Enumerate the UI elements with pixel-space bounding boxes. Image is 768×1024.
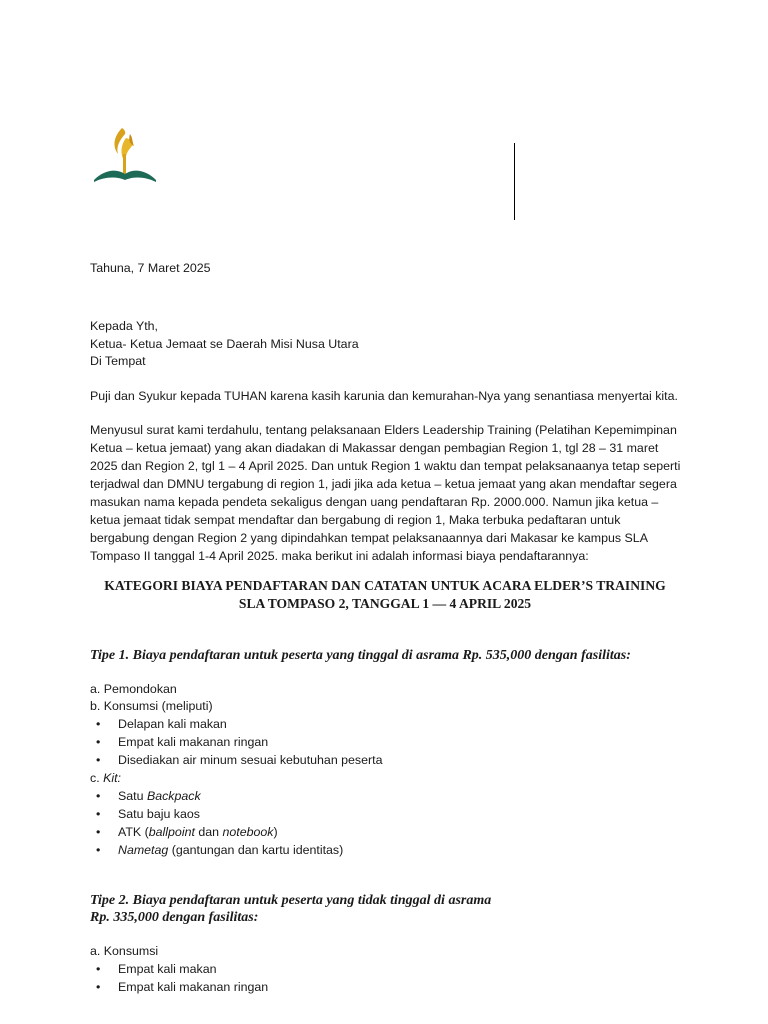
bullet-icon: • xyxy=(96,980,101,994)
bullet-icon: • xyxy=(96,843,101,857)
tipe1-item-c: c. Kit: xyxy=(90,771,121,785)
tipe1-title: Tipe 1. Biaya pendaftaran untuk peserta yang tinggal di asrama Rp. 535,000 dengan fasilitas: xyxy=(90,648,631,663)
body-line: masukan nama kepada pendeta sekaligus dengan uang pendaftaran Rp. 2000.000. Namun jika ketua – xyxy=(90,495,659,509)
list-item: • Satu Backpack xyxy=(96,789,201,803)
bullet-icon: • xyxy=(96,825,101,839)
bullet-icon: • xyxy=(96,753,101,767)
recipient-line-2: Ketua- Ketua Jemaat se Daerah Misi Nusa Utara xyxy=(90,337,359,351)
body-line: Tompaso II tanggal 1-4 April 2025. maka berikut ini adalah informasi biaya pendaftarannya: xyxy=(90,549,589,563)
list-item: • Empat kali makan xyxy=(96,962,217,976)
list-item: • Empat kali makanan ringan xyxy=(96,735,269,749)
body-line: Ketua – ketua jemaat) yang akan diadakan di Makassar dengan pembagian Region 1, tgl 28 – 31 maret xyxy=(90,441,659,455)
tipe1-item-a: a. Pemondokan xyxy=(90,682,177,696)
body-line: Menyusul surat kami terdahulu, tentang pelaksanaan Elders Leadership Training (Pelatihan Kepemimpinan xyxy=(90,423,677,437)
list-item: • Delapan kali makan xyxy=(96,717,227,731)
bullet-icon: • xyxy=(96,717,101,731)
church-logo xyxy=(92,124,158,184)
list-item: • ATK (ballpoint dan notebook) xyxy=(96,825,278,839)
recipient-line-1: Kepada Yth, xyxy=(90,319,158,333)
tipe2-title-line-1: Tipe 2. Biaya pendaftaran untuk peserta yang tidak tinggal di asrama xyxy=(90,893,492,908)
bullet-icon: • xyxy=(96,789,101,803)
section-heading-line-2: SLA TOMPASO 2, TANGGAL 1 — 4 APRIL 2025 xyxy=(238,596,532,611)
body-line: ketua jemaat tidak sempat mendaftar dan bergabung di region 1, Maka terbuka pedaftaran untuk xyxy=(90,513,621,527)
bullet-icon: • xyxy=(96,735,101,749)
body-line: bergabung dengan Region 2 yang dipindahkan tempat pelaksanaannya dari Makasar ke kampus SLA xyxy=(90,531,648,545)
bullet-icon: • xyxy=(96,807,101,821)
list-item: • Nametag (gantungan dan kartu identitas) xyxy=(96,843,344,857)
letter-date: Tahuna, 7 Maret 2025 xyxy=(90,261,211,275)
list-item: • Disediakan air minum sesuai kebutuhan peserta xyxy=(96,753,383,767)
header-divider xyxy=(514,143,515,220)
tipe2-item-a: a. Konsumsi xyxy=(90,944,159,958)
greeting-paragraph: Puji dan Syukur kepada TUHAN karena kasih karunia dan kemurahan-Nya yang senantiasa menyertai kita. xyxy=(90,389,678,403)
body-line: 2025 dan Region 2, tgl 1 – 4 April 2025. Dan untuk Region 1 waktu dan tempat pelaksanaanya tetap seperti xyxy=(90,459,681,473)
section-heading-line-1: KATEGORI BIAYA PENDAFTARAN DAN CATATAN UNTUK ACARA ELDER’S TRAINING xyxy=(104,578,666,593)
body-paragraph xyxy=(90,421,710,565)
tipe1-item-b: b. Konsumsi (meliputi) xyxy=(90,699,213,713)
tipe2-title-line-2: Rp. 335,000 dengan fasilitas: xyxy=(90,910,259,925)
bullet-icon: • xyxy=(96,962,101,976)
list-item: • Satu baju kaos xyxy=(96,807,200,821)
list-item: • Empat kali makanan ringan xyxy=(96,980,269,994)
body-line: terjadwal dan DMNU tergabung di region 1, jadi jika ada ketua – ketua jemaat yang akan mendaftar segera xyxy=(90,477,677,491)
recipient-line-3: Di Tempat xyxy=(90,354,146,368)
